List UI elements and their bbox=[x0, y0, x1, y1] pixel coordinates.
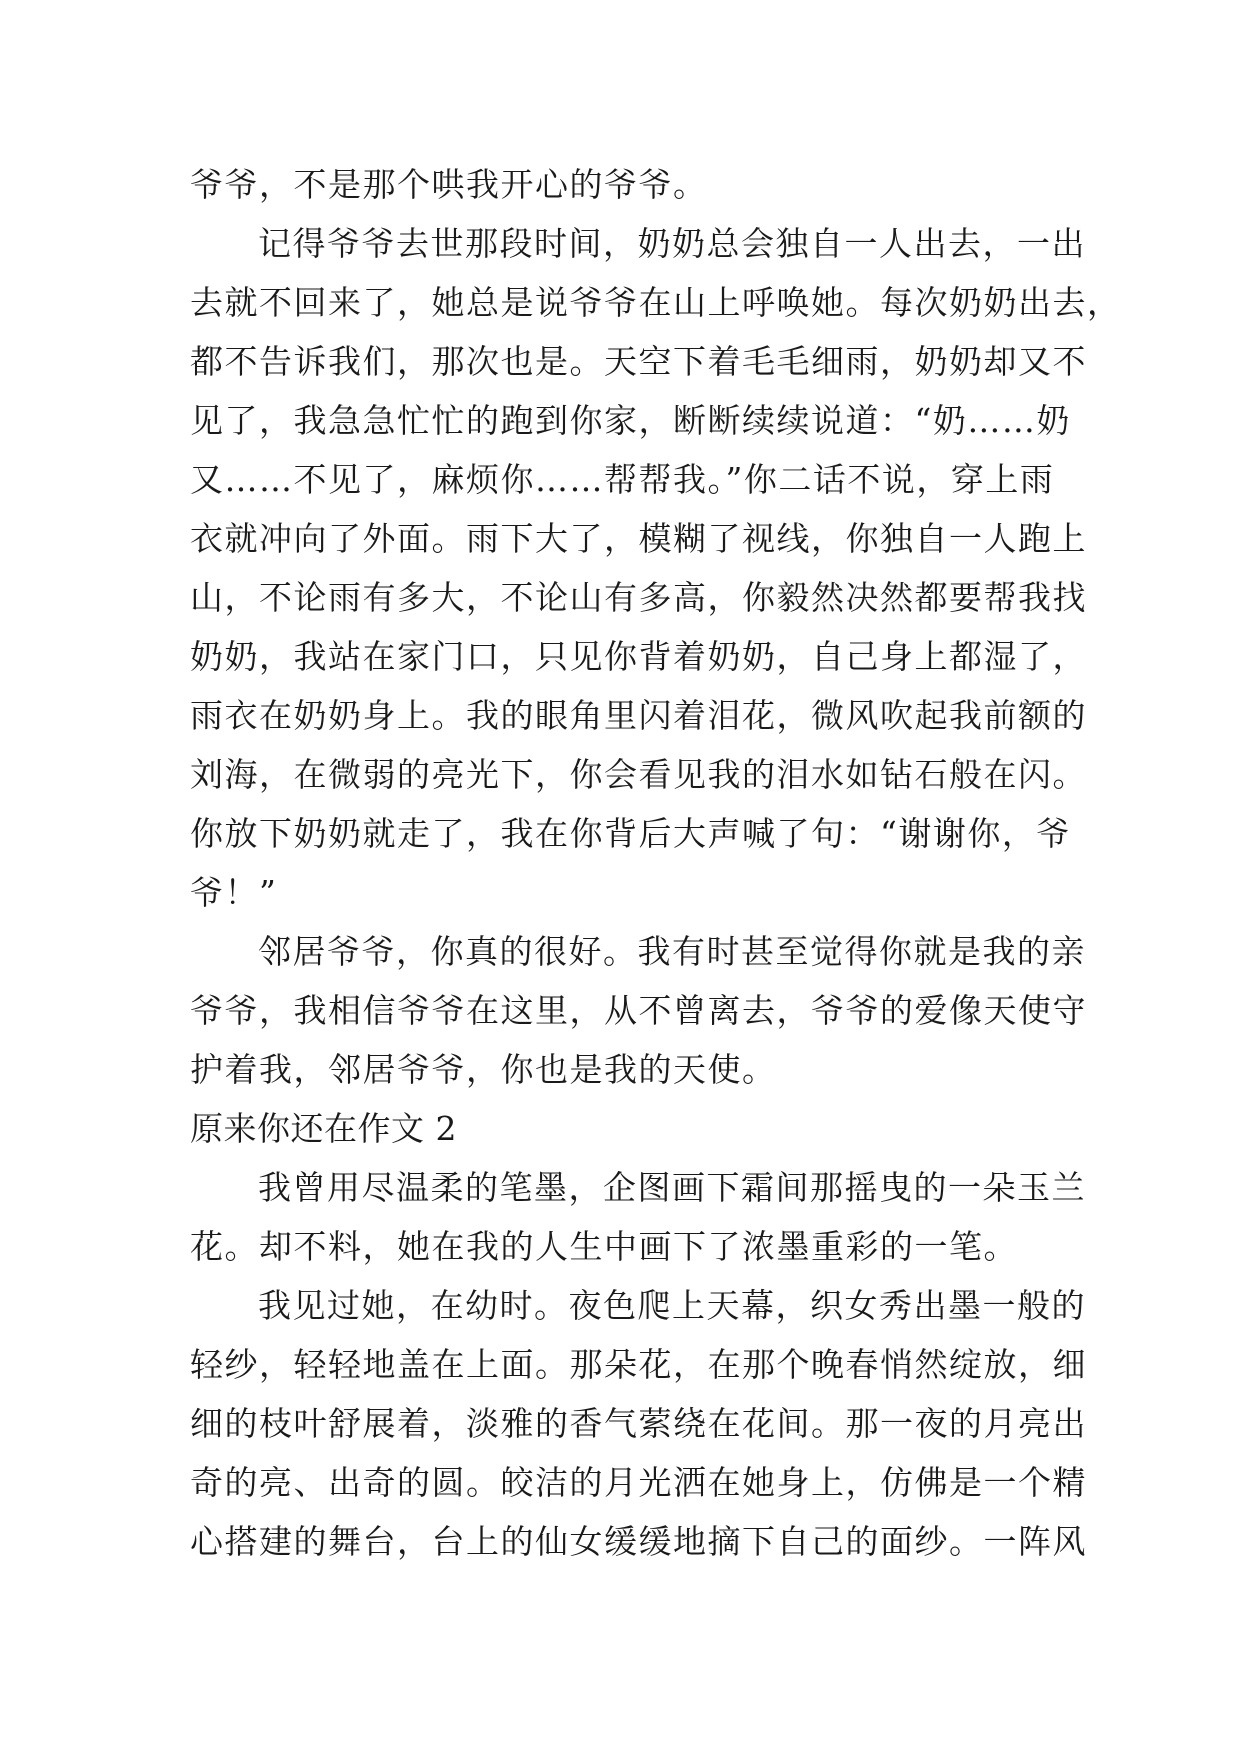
text-line: 邻居爷爷，你真的很好。我有时甚至觉得你就是我的亲 bbox=[258, 932, 1086, 971]
text-line: 爷爷，不是那个哄我开心的爷爷。 bbox=[190, 165, 708, 204]
text-line: 奇的亮、出奇的圆。皎洁的月光洒在她身上，仿佛是一个精 bbox=[190, 1463, 1087, 1502]
text-line: 去就不回来了，她总是说爷爷在山上呼唤她。每次奶奶出去， bbox=[190, 283, 1122, 322]
text-line: 花。却不料，她在我的人生中画下了浓墨重彩的一笔。 bbox=[190, 1227, 1018, 1266]
text-line: 爷爷，我相信爷爷在这里，从不曾离去，爷爷的爱像天使守 bbox=[190, 991, 1087, 1030]
text-line: 你放下奶奶就走了，我在你背后大声喊了句：“谢谢你，爷 bbox=[190, 814, 1071, 853]
text-line: 见了，我急急忙忙的跑到你家，断断续续说道：“奶……奶 bbox=[190, 401, 1071, 440]
text-line: 爷！” bbox=[190, 873, 278, 912]
text-line: 心搭建的舞台，台上的仙女缓缓地摘下自己的面纱。一阵风 bbox=[190, 1522, 1087, 1561]
text-line: 护着我，邻居爷爷，你也是我的天使。 bbox=[190, 1050, 777, 1089]
text-line: 细的枝叶舒展着，淡雅的香气萦绕在花间。那一夜的月亮出 bbox=[190, 1404, 1087, 1443]
text-line: 山，不论雨有多大，不论山有多高，你毅然决然都要帮我找 bbox=[190, 578, 1087, 617]
text-line: 我曾用尽温柔的笔墨，企图画下霜间那摇曳的一朵玉兰 bbox=[258, 1168, 1086, 1207]
text-line: 轻纱，轻轻地盖在上面。那朵花，在那个晚春悄然绽放，细 bbox=[190, 1345, 1087, 1384]
text-line: 衣就冲向了外面。雨下大了，模糊了视线，你独自一人跑上 bbox=[190, 519, 1087, 558]
text-line: 刘海，在微弱的亮光下，你会看见我的泪水如钻石般在闪。 bbox=[190, 755, 1087, 794]
text-line: 我见过她，在幼时。夜色爬上天幕，织女秀出墨一般的 bbox=[258, 1286, 1086, 1325]
text-line: 记得爷爷去世那段时间，奶奶总会独自一人出去，一出 bbox=[258, 224, 1086, 263]
text-line: 都不告诉我们，那次也是。天空下着毛毛细雨，奶奶却又不 bbox=[190, 342, 1087, 381]
text-line: 奶奶，我站在家门口，只见你背着奶奶，自己身上都湿了， bbox=[190, 637, 1087, 676]
body-text bbox=[190, 155, 1122, 1571]
text-line: 又……不见了，麻烦你……帮帮我。”你二话不说，穿上雨 bbox=[190, 460, 1055, 499]
text-line: 雨衣在奶奶身上。我的眼角里闪着泪花，微风吹起我前额的 bbox=[190, 696, 1087, 735]
section-heading: 原来你还在作文 2 bbox=[190, 1109, 457, 1148]
